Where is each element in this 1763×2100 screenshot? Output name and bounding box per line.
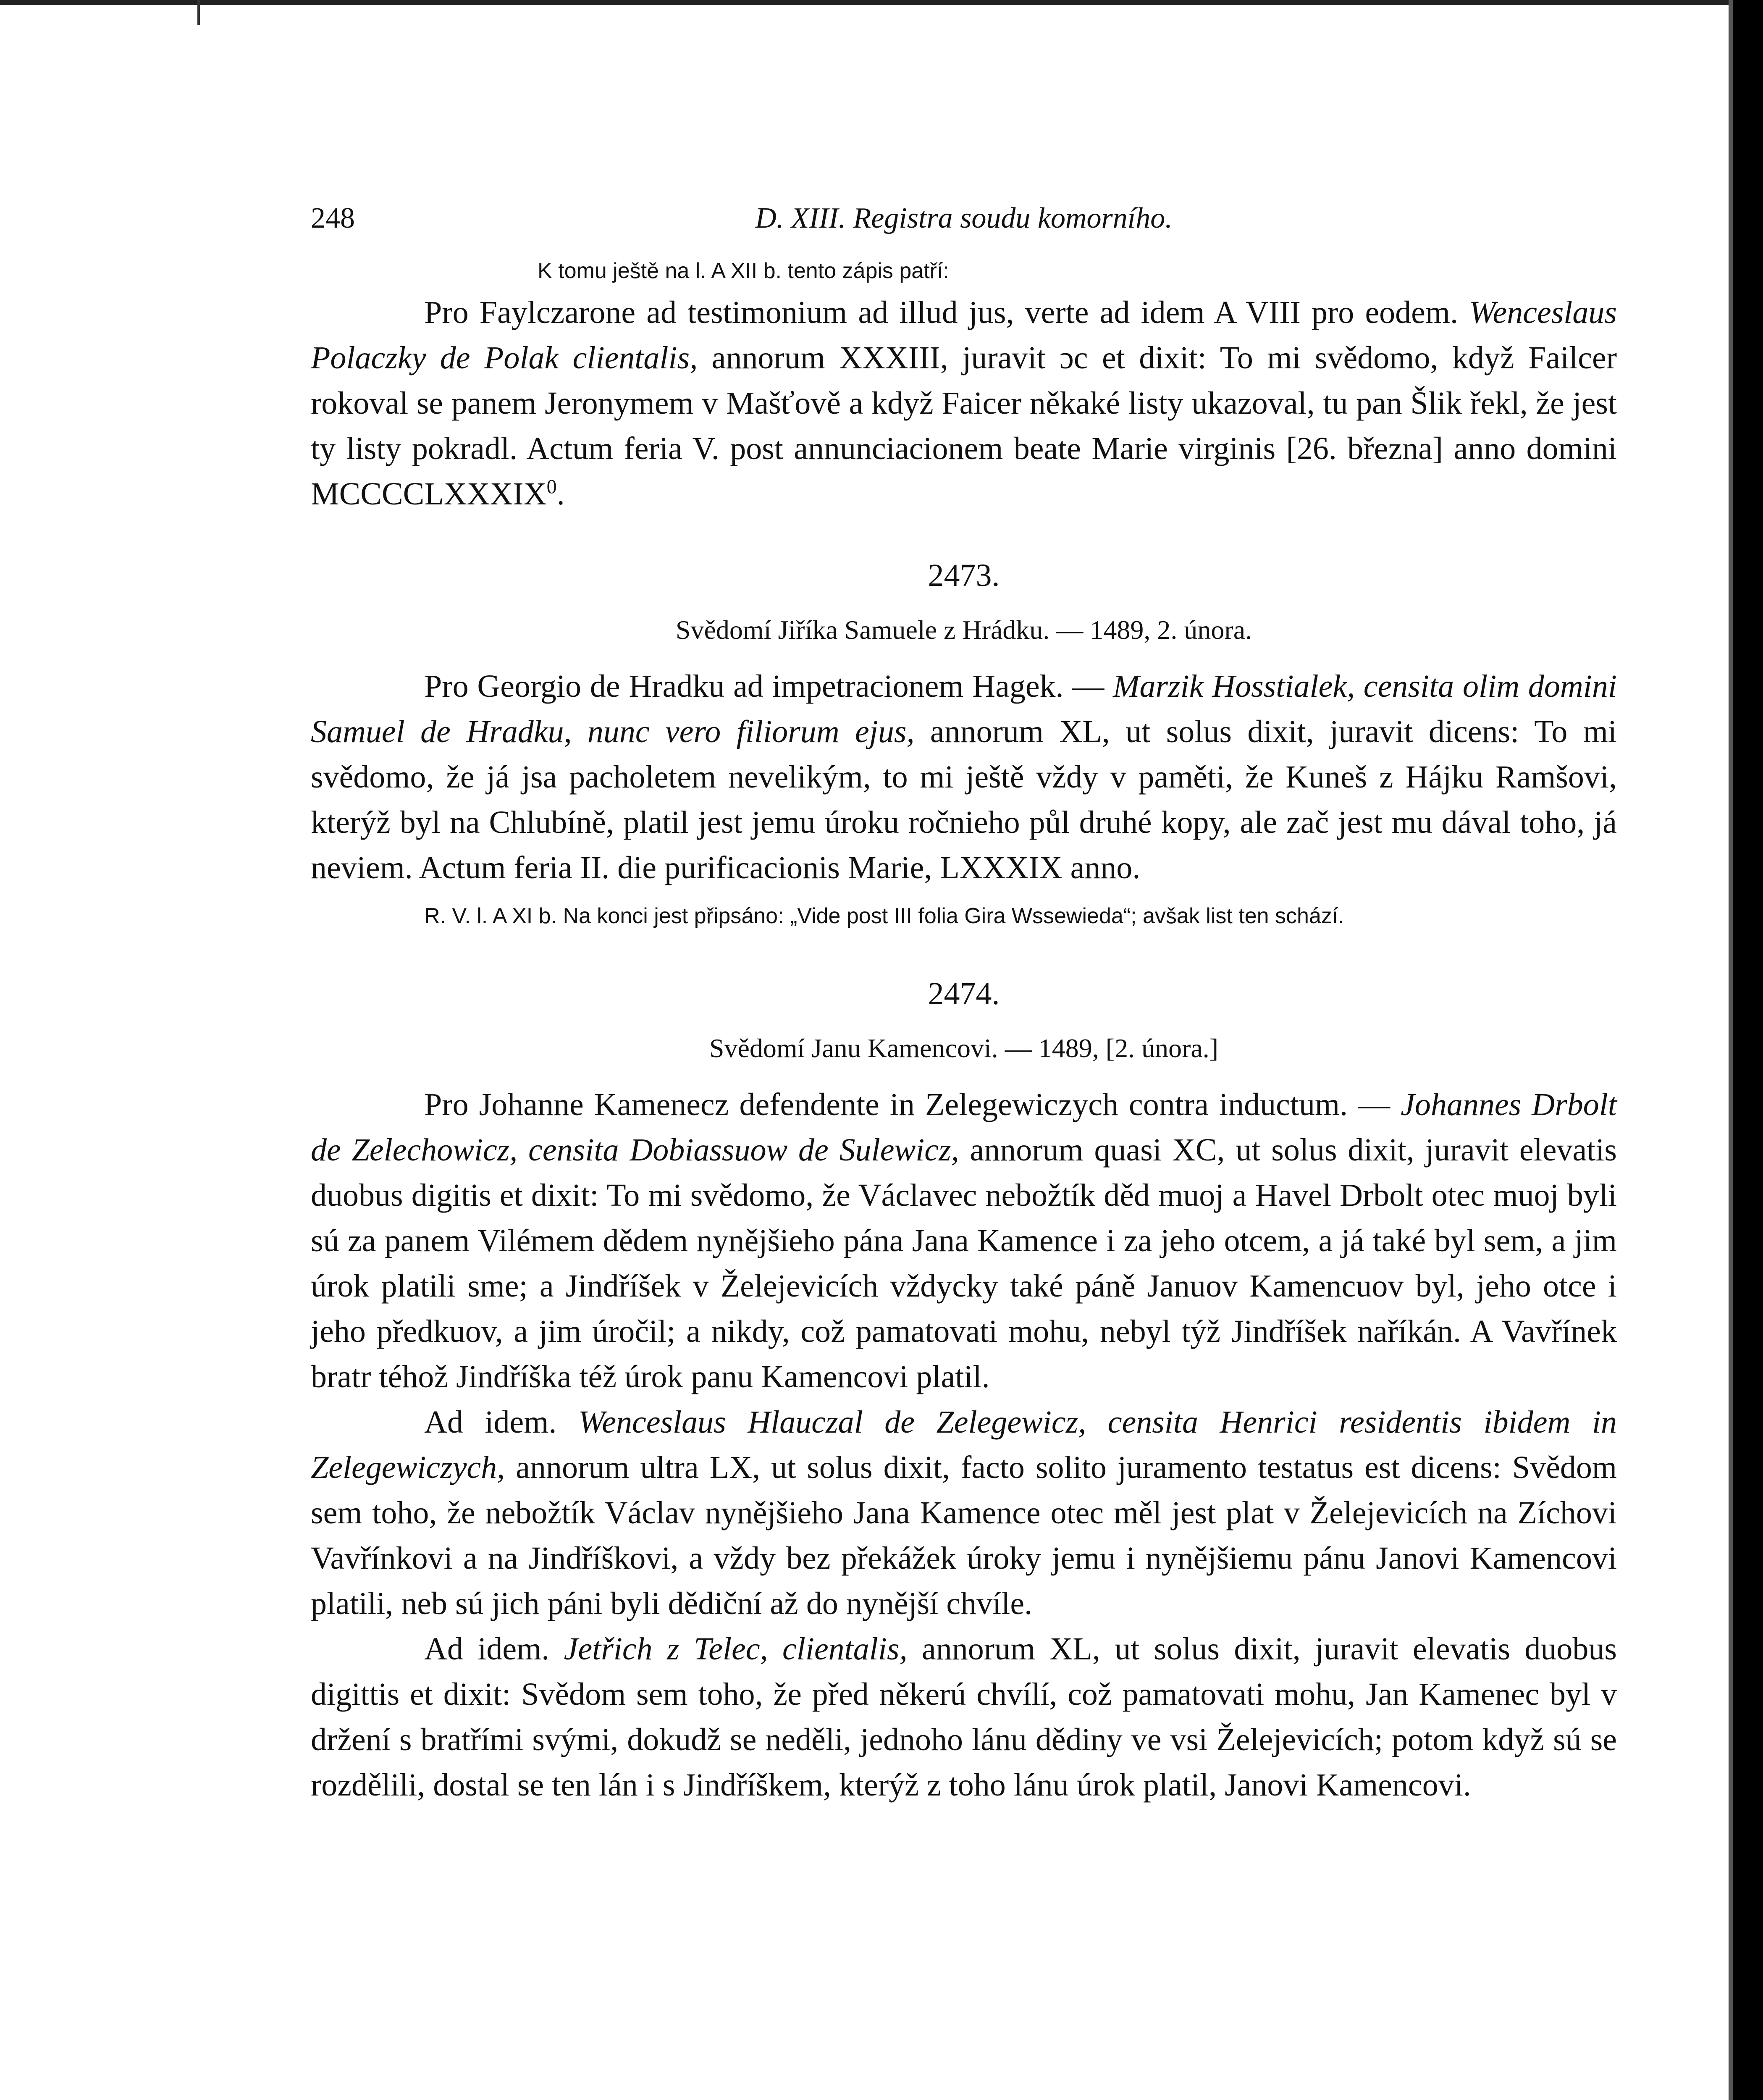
intro-text-end: . — [556, 476, 565, 512]
running-head — [311, 202, 1617, 252]
page-number: 248 — [311, 202, 355, 234]
doc-2474-p3-text-italic: Jetřich z Telec, clientalis, — [564, 1631, 908, 1667]
document-heading-2473: Svědomí Jiříka Samuele z Hrádku. — 1489, 2. února. — [675, 615, 1252, 645]
intro-text-superscript: 0 — [546, 475, 557, 498]
document-2474-paragraph-2 — [311, 1399, 1617, 1626]
intro-text-a: Pro Faylczarone ad testimonium ad illud jus, verte ad idem A VIII pro eodem. — [424, 295, 1459, 330]
intro-note: K tomu ještě na l. A XII b. tento zápis patří: — [538, 259, 949, 283]
doc-2473-text-a: Pro Georgio de Hradku ad impetracionem Hagek. — — [424, 669, 1104, 704]
scan-border-right — [1733, 0, 1763, 2100]
doc-2473-text-rest: annorum XL, ut solus dixit, juravit dicens: To mi svědomo, že já jsa pacholetem nevelikým, to mi ještě vždy v paměti, že Kuneš z Hájku Ramšovi, kterýž byl na Chlubíně, platil jest jemu úroku ročnieho půl druhé kopy, ale zač jest mu dával toho, já neviem. Actum feria II. die purificacionis Marie, LXXXIX anno. — [311, 714, 1617, 885]
scan-border-right-shadow — [1729, 0, 1733, 2100]
intro-text-rest: annorum XXXIII, juravit ɔc et dixit: To mi svědomo, když Failcer rokoval se panem Jeronymem v Mašťově a když Faicer někaké listy ukazoval, tu pan Šlik řekl, že jest ty listy pokradl. Actum feria V. post annunciacionem beate Marie virginis [26. března] anno domini MCCCCLXXXIX — [311, 340, 1617, 512]
intro-text-italic: Wenceslaus Polaczky de Polak clientalis, — [311, 295, 1617, 375]
doc-2474-p3-text-a: Ad idem. — [424, 1631, 550, 1667]
document-number-2474: 2474. — [928, 976, 1000, 1011]
page — [311, 202, 1617, 1808]
doc-2474-p1-text-italic: Johannes Drbolt de Zelechowicz, censita Dobiassuow de Sulewicz, — [311, 1087, 1617, 1168]
document-2474-paragraph-3 — [311, 1626, 1617, 1808]
doc-2474-p2-text-a: Ad idem. — [424, 1404, 557, 1440]
intro-entry-paragraph — [311, 290, 1617, 517]
source-note-2473: R. V. l. A XI b. Na konci jest připsáno: „Vide post III folia Gira Wssewieda“; avšak list ten schází. — [424, 904, 1344, 928]
scan-mark — [197, 0, 200, 25]
doc-2474-p1-text-a: Pro Johanne Kamenecz defendente in Zelegewiczych contra inductum. — — [424, 1087, 1390, 1122]
doc-2474-p2-text-italic: Wenceslaus Hlauczal de Zelegewicz, censita Henrici residentis ibidem in Zelegewiczych, — [311, 1404, 1617, 1485]
document-2473-paragraph — [311, 664, 1617, 890]
doc-2474-p2-text-rest: annorum ultra LX, ut solus dixit, facto solito juramento testatus est dicens: Svědom sem toho, že nebožtík Václav nynějšieho Jana Kamence otec měl jest plat v Želejevicích na Zíchovi Vavřínkovi a na Jindříškovi, a vždy bez překážek úroky jemu i nynějšiemu pánu Janovi Kamencovi platili, neb sú jich páni byli dědiční až do nynější chvíle. — [311, 1450, 1617, 1621]
running-title: D. XIII. Registra soudu komorního. — [755, 202, 1173, 234]
document-2474-paragraph-1 — [311, 1082, 1617, 1399]
doc-2474-p1-text-rest: annorum quasi XC, ut solus dixit, juravit elevatis duobus digitis et dixit: To mi svědomo, že Václavec nebožtík děd muoj a Havel Drbolt otec muoj byli sú za panem Vilémem dědem nynějšieho pána Jana Kamence i za jeho otcem, a já také byl sem, a jim úrok platili sme; a Jindříšek v Želejevicích vždycky také páně Januov Kamencuov byl, jeho otce i jeho předkuov, a jim úročil; a nikdy, což pamatovati mohu, nebyl týž Jindříšek naříkán. A Vavřínek bratr téhož Jindříška též úrok panu Kamencovi platil. — [311, 1132, 1617, 1394]
document-number-2473: 2473. — [928, 558, 1000, 593]
doc-2474-p3-text-rest: annorum XL, ut solus dixit, juravit elevatis duobus digittis et dixit: Svědom sem toho, že před někerú chvílí, což pamatovati mohu, Jan Kamenec byl v držení s bratřími svými, dokudž se neděli, jednoho lánu dědiny ve vsi Želejevicích; potom když sú se rozdělili, dostal se ten lán i s Jindříškem, kterýž z toho lánu úrok platil, Janovi Kamencovi. — [311, 1631, 1617, 1803]
doc-2473-text-italic: Marzik Hosstialek, censita olim domini Samuel de Hradku, nunc vero filiorum ejus, — [311, 669, 1617, 749]
document-heading-2474: Svědomí Janu Kamencovi. — 1489, [2. února.] — [709, 1033, 1219, 1063]
scan-border-top — [0, 0, 1763, 5]
